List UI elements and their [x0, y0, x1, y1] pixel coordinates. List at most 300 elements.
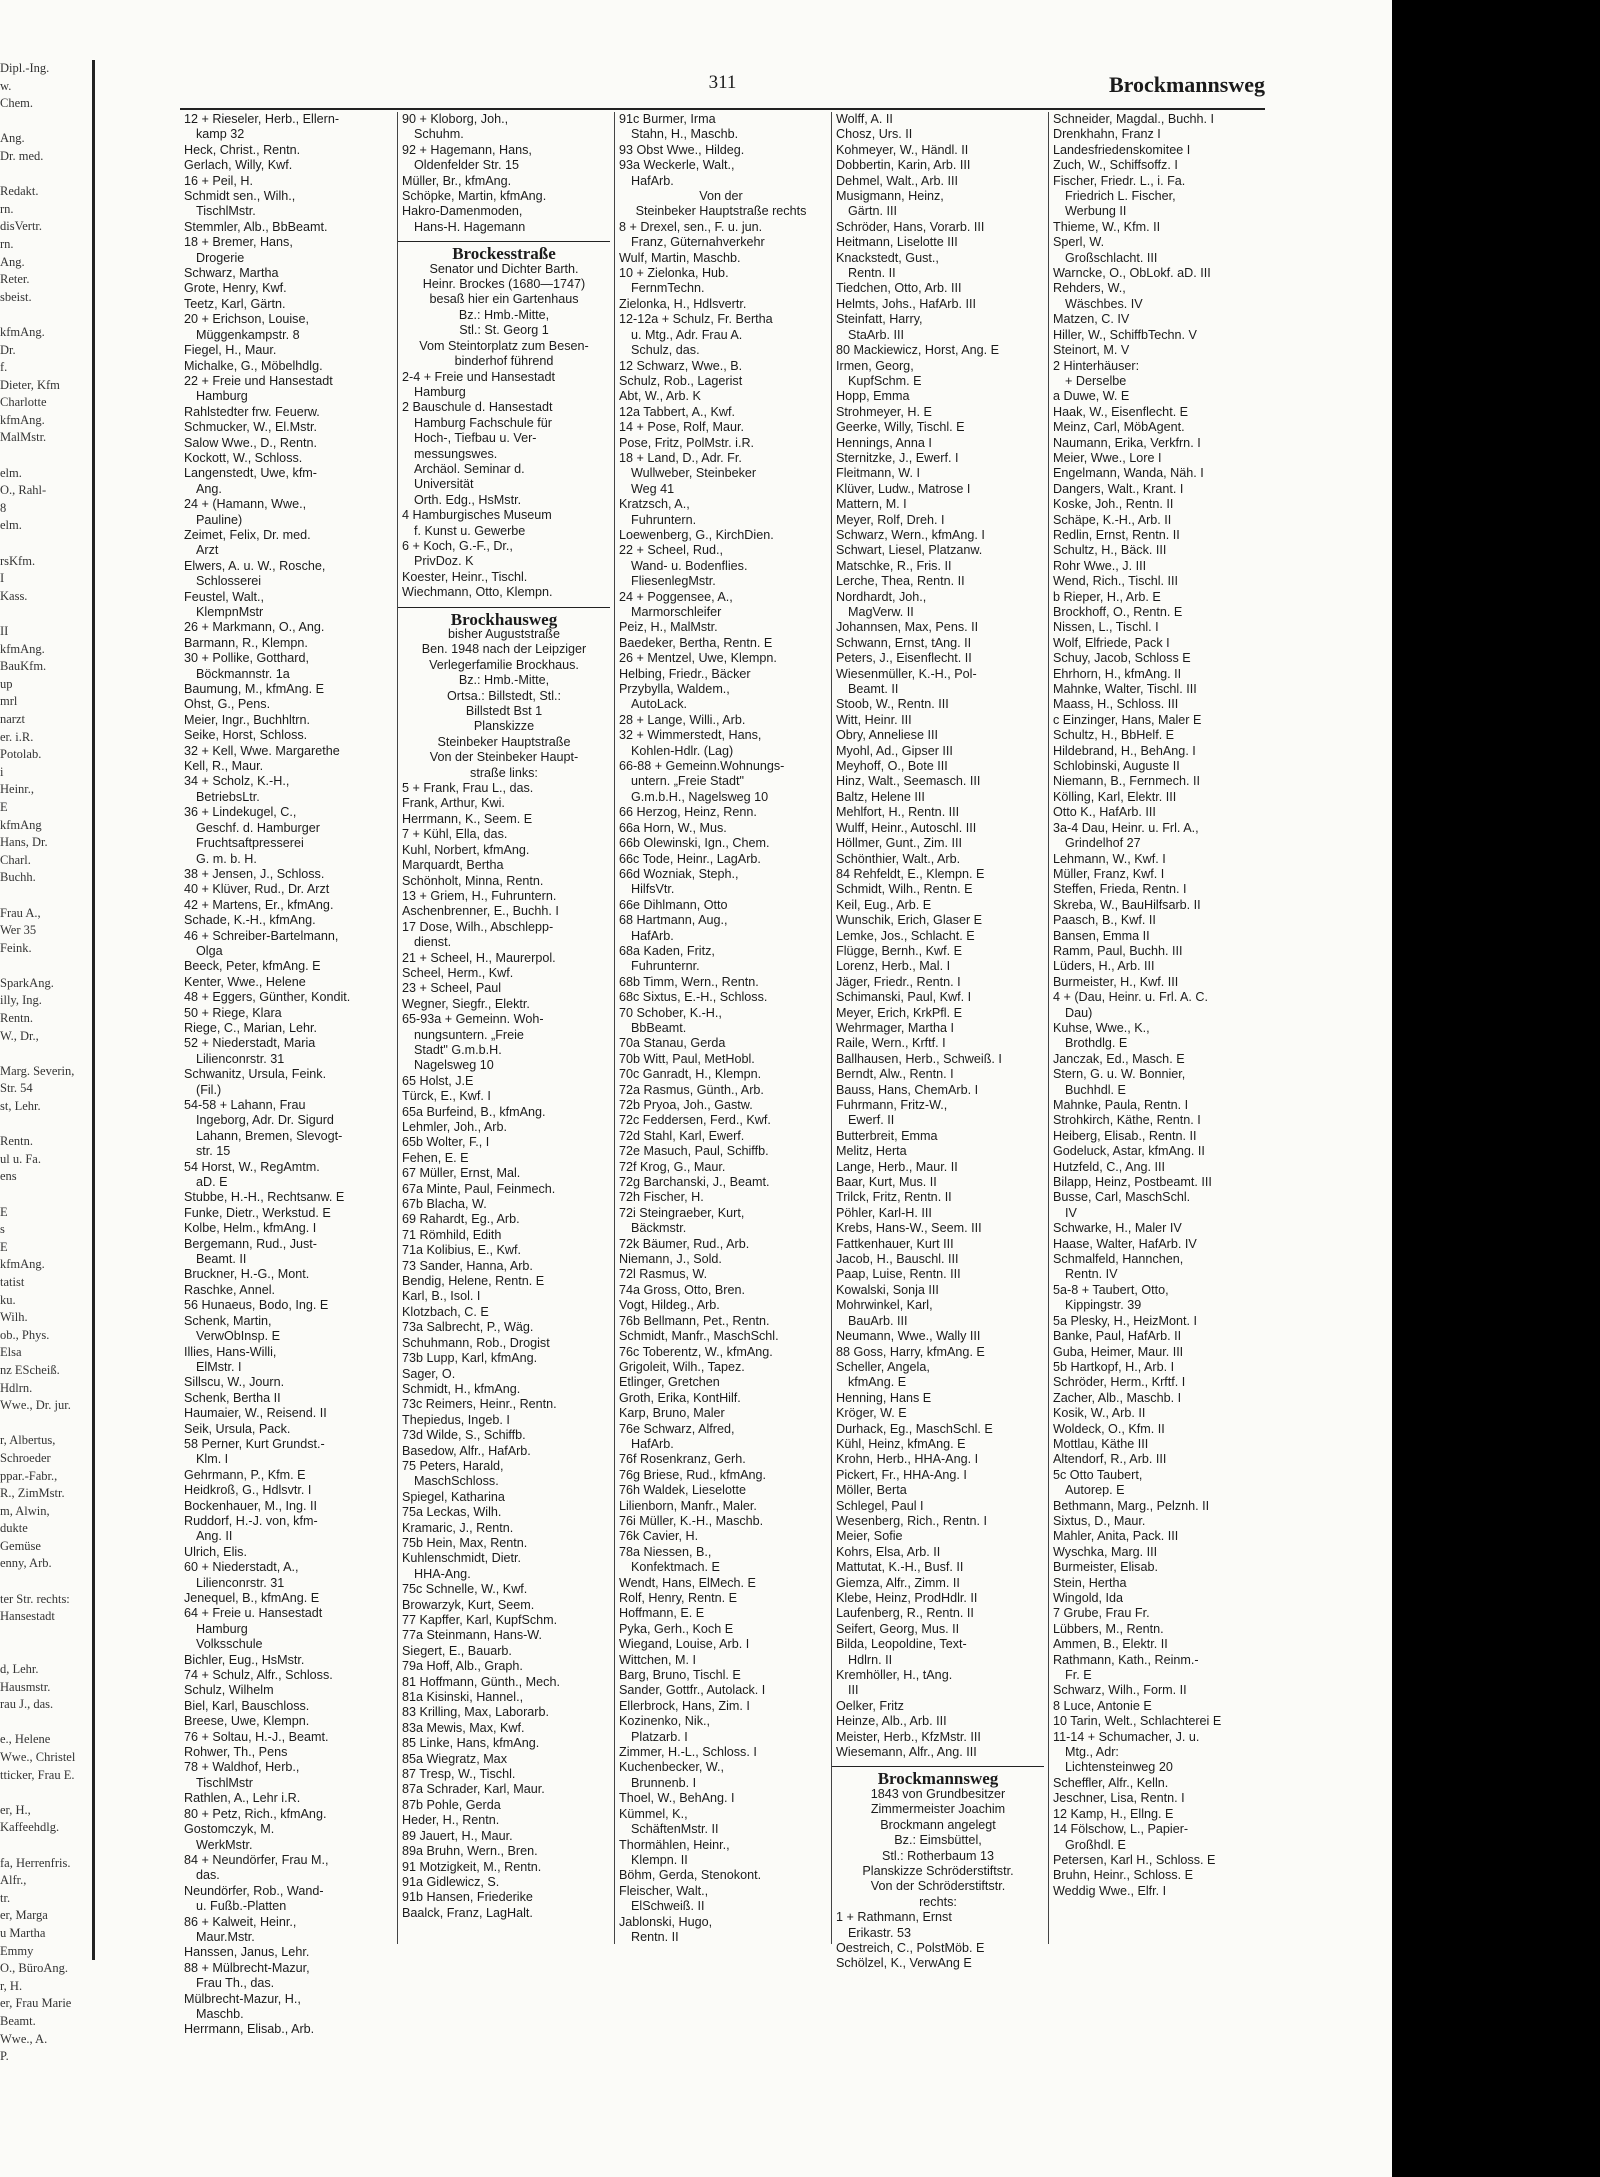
entry-continuation: Autorep. E	[1065, 1483, 1125, 1498]
directory-entry: Jenequel, B., kfmAng. E	[184, 1591, 320, 1605]
directory-entry: Kenter, Wwe., Helene	[184, 974, 306, 989]
entry-continuation: messungswes.	[414, 446, 498, 461]
directory-entry: Niemann, J., Sold.	[619, 1252, 722, 1267]
directory-entry: Busse, Carl, MaschSchl.	[1053, 1190, 1191, 1205]
entry-continuation: ElSchweiß. II	[631, 1899, 705, 1914]
directory-entry: Klüver, Ludw., Matrose I	[836, 481, 971, 496]
directory-entry: Kuchenbecker, W.,	[619, 1760, 725, 1775]
directory-entry: 76f Rosenkranz, Gerh.	[619, 1452, 746, 1467]
directory-entry: 22 + Freie und Hansestadt	[184, 373, 333, 388]
directory-entry: Möller, Berta	[836, 1483, 907, 1498]
gutter-line: Buchh.	[0, 870, 36, 885]
directory-entry: 73c Reimers, Heinr., Rentn.	[402, 1397, 557, 1412]
street-description: Bz.: Eimsbüttel,	[894, 1833, 982, 1848]
gutter-line: d, Lehr.	[0, 1662, 39, 1677]
directory-entry: Herrmann, Elisab., Arb.	[184, 2022, 315, 2037]
directory-entry: Browarzyk, Kurt, Seem.	[402, 1597, 535, 1612]
entry-continuation: Olga	[196, 943, 223, 958]
directory-entry: Ulrich, Elis.	[184, 1544, 247, 1559]
directory-entry: Lehmler, Joh., Arb.	[402, 1120, 508, 1134]
directory-entry: Kohrs, Elsa, Arb. II	[836, 1544, 941, 1559]
directory-entry: Kühl, Heinz, kfmAng. E	[836, 1436, 966, 1451]
entry-continuation: Hdlrn. II	[848, 1652, 893, 1667]
directory-entry: Rathlen, A., Lehr i.R.	[184, 1791, 301, 1806]
entry-continuation: Fr. E	[1065, 1668, 1092, 1683]
directory-entry: Haak, W., Eisenflecht. E	[1053, 404, 1189, 419]
entry-continuation: (Fil.)	[196, 1082, 222, 1097]
gutter-line: u Martha	[0, 1925, 46, 1940]
directory-entry: Peiz, H., MalMstr.	[619, 620, 718, 635]
entry-continuation: G.m.b.H., Nagelsweg 10	[631, 789, 769, 804]
directory-entry: Landesfriedenskomitee I	[1053, 142, 1191, 157]
directory-entry: Sager, O.	[402, 1366, 456, 1381]
directory-entry: 75a Leckas, Wilh.	[402, 1505, 502, 1520]
directory-entry: Rehders, W.,	[1053, 281, 1126, 296]
gutter-line: Hans, Dr.	[0, 835, 48, 850]
directory-entry: Naumann, Erika, Verkfrn. I	[1053, 435, 1201, 450]
gutter-line: Wilh.	[0, 1310, 28, 1325]
street-heading: Brockhausweg	[450, 609, 558, 629]
directory-entry: Thieme, W., Kfm. II	[1053, 219, 1161, 234]
directory-entry: Baar, Kurt, Mus. II	[836, 1175, 937, 1190]
directory-entry: Fehen, E. E	[402, 1150, 469, 1165]
directory-entry: Zeimet, Felix, Dr. med.	[184, 527, 311, 542]
gutter-line: Beamt.	[0, 2013, 36, 2028]
entry-continuation: kamp 32	[196, 127, 245, 142]
directory-entry: Kröger, W. E	[836, 1406, 907, 1421]
entry-continuation: u. Mtg., Adr. Frau A.	[631, 327, 743, 342]
gutter-line: e., Helene	[0, 1732, 51, 1747]
directory-entry: Schuhmann, Rob., Drogist	[402, 1335, 550, 1350]
street-description: Brockmann angelegt	[880, 1817, 996, 1832]
directory-entry: Strohmeyer, H. E	[836, 404, 932, 419]
gutter-line: II	[0, 624, 9, 638]
directory-entry: Haumaier, W., Reisend. II	[184, 1406, 327, 1421]
directory-entry: Meyer, Erich, KrkPfl. E	[836, 1005, 962, 1020]
entry-continuation: Brothdlg. E	[1065, 1036, 1128, 1051]
directory-entry: Wend, Rich., Tischl. III	[1053, 574, 1179, 589]
directory-entry: Burmeister, H., Kwf. III	[1053, 974, 1179, 989]
directory-entry: Burmeister, Elisab.	[1053, 1560, 1158, 1575]
directory-entry: 52 + Niederstadt, Maria	[184, 1036, 316, 1051]
entry-continuation: Nagelsweg 10	[414, 1058, 494, 1073]
directory-entry: Schwarke, H., Maler IV	[1053, 1221, 1182, 1236]
entry-continuation: Platzarb. I	[631, 1729, 688, 1744]
directory-entry: Illies, Hans-Willi,	[184, 1344, 277, 1359]
entry-continuation: untern. „Freie Stadt"	[631, 774, 744, 789]
directory-entry: Lerche, Thea, Rentn. II	[836, 574, 965, 589]
directory-entry: Przybylla, Waldem.,	[619, 682, 730, 697]
directory-entry: Wiesenmüller, K.-H., Pol-	[836, 666, 977, 681]
directory-entry: 54-58 + Lahann, Frau	[184, 1098, 306, 1112]
directory-entry: Baalck, Franz, LagHalt.	[402, 1905, 533, 1920]
gutter-line	[0, 1837, 92, 1855]
directory-entry: 67b Blacha, W.	[402, 1197, 487, 1212]
entry-continuation: VerwObInsp. E	[196, 1329, 280, 1344]
directory-entry: 73d Wilde, S., Schiffb.	[402, 1428, 526, 1443]
directory-entry: Keil, Eug., Arb. E	[836, 897, 932, 912]
directory-entry: Jablonski, Hugo,	[619, 1914, 713, 1929]
directory-entry: Banke, Paul, HafArb. II	[1053, 1329, 1182, 1344]
entry-continuation: Rentn. II	[848, 266, 896, 281]
entry-continuation: KupfSchm. E	[848, 373, 922, 388]
directory-entry: Wolff, A. II	[836, 112, 893, 126]
directory-entry: Hanssen, Janus, Lehr.	[184, 1945, 310, 1960]
directory-entry: Steinort, M. V	[1053, 343, 1130, 358]
gutter-line: w.	[0, 78, 12, 93]
gutter-line: kfmAng	[0, 817, 42, 832]
directory-entry: 7 Grube, Frau Fr.	[1053, 1606, 1150, 1621]
directory-entry: 85 Linke, Hans, kfmAng.	[402, 1736, 540, 1751]
gutter-line: Alfr.,	[0, 1873, 27, 1888]
directory-entry: Lilienborn, Manfr., Maler.	[619, 1498, 757, 1513]
directory-entry: Schölzel, K., VerwAng E	[836, 1956, 972, 1971]
entry-continuation: Fuhrunternr.	[631, 959, 700, 974]
gutter-line: Wwe., Christel	[0, 1750, 76, 1764]
directory-entry: Guba, Heimer, Maur. III	[1053, 1344, 1184, 1359]
entry-continuation: Konfektmach. E	[631, 1560, 720, 1575]
directory-entry: 66b Olewinski, Ign., Chem.	[619, 836, 770, 851]
directory-entry: 73b Lupp, Karl, kfmAng.	[402, 1351, 538, 1366]
directory-entry: Schöpke, Martin, kfmAng.	[402, 189, 547, 204]
directory-entry: Bendig, Helene, Rentn. E	[402, 1274, 545, 1289]
directory-entry: Stoob, W., Rentn. III	[836, 697, 949, 712]
directory-entry: Schmidt, Wilh., Rentn. E	[836, 882, 973, 897]
directory-entry: Kümmel, K.,	[619, 1806, 688, 1821]
directory-entry: 88 Goss, Harry, kfmAng. E	[836, 1344, 985, 1359]
directory-entry: Barg, Bruno, Tischl. E	[619, 1668, 741, 1683]
entry-continuation: TischlMstr.	[196, 204, 256, 219]
entry-continuation: Marmorschleifer	[631, 605, 722, 619]
page-number: 311	[708, 72, 737, 93]
directory-entry: Fleitmann, W. I	[836, 466, 920, 481]
entry-continuation: Maur.Mstr.	[196, 1929, 255, 1944]
directory-entry: Engelmann, Wanda, Näh. I	[1053, 466, 1204, 481]
directory-entry: 72d Stahl, Karl, Ewerf.	[619, 1128, 745, 1143]
directory-entry: Lemke, Jos., Schlacht. E	[836, 928, 975, 943]
directory-entry: Meier, Ingr., Buchhltrn.	[184, 712, 310, 727]
directory-entry: Skreba, W., BauHilfsarb. II	[1053, 897, 1201, 912]
gutter-line: W., Dr.,	[0, 1028, 39, 1043]
directory-entry: 93 Obst Wwe., Hildeg.	[619, 142, 745, 157]
entry-continuation: Klm. I	[196, 1452, 229, 1467]
street-description: Von der	[699, 189, 743, 204]
directory-entry: 72i Steingraeber, Kurt,	[619, 1205, 745, 1220]
directory-entry: 72k Bäumer, Rud., Arb.	[619, 1236, 750, 1251]
gutter-line: up	[0, 676, 13, 691]
gutter-line: E	[0, 1204, 8, 1219]
directory-entry: 22 + Scheel, Rud.,	[619, 543, 723, 558]
directory-entry: Bruhn, Heinr., Schloss. E	[1053, 1868, 1193, 1883]
gutter-line: Rentn.	[0, 1134, 33, 1149]
directory-entry: Kosik, W., Arb. II	[1053, 1406, 1146, 1421]
directory-entry: 77a Steinmann, Hans-W.	[402, 1628, 543, 1643]
entry-continuation: HHA-Ang.	[414, 1566, 471, 1581]
directory-entry: 70 Schober, K.-H.,	[619, 1005, 722, 1020]
street-description: straße links:	[470, 765, 538, 780]
gutter-line: MalMstr.	[0, 430, 47, 445]
directory-entry: Fattkenhauer, Kurt III	[836, 1236, 954, 1251]
directory-entry: 76k Cavier, H.	[619, 1529, 699, 1544]
gutter-line: Dipl.-Ing.	[0, 61, 50, 75]
directory-entry: Zacher, Alb., Maschb. I	[1053, 1390, 1182, 1405]
directory-entry: 68a Kaden, Fritz,	[619, 943, 715, 958]
directory-entry: Grigoleit, Wilh., Tapez.	[619, 1359, 745, 1374]
directory-entry: 69 Rahardt, Eg., Arb.	[402, 1212, 520, 1227]
directory-entry: Musigmann, Heinz,	[836, 189, 944, 204]
directory-entry: Pyka, Gerh., Koch E	[619, 1621, 734, 1636]
directory-entry: Baltz, Helene III	[836, 789, 925, 804]
gutter-line: kfmAng.	[0, 1257, 45, 1272]
directory-entry: Kozinenko, Nik.,	[619, 1714, 710, 1729]
entry-continuation: Lilienconrstr. 31	[196, 1575, 285, 1590]
directory-entry: Schwanitz, Ursula, Feink.	[184, 1067, 327, 1082]
directory-entry: Durhack, Eg., MaschSchl. E	[836, 1421, 993, 1436]
gutter-line: O., BüroAng.	[0, 1961, 69, 1976]
directory-entry: Paap, Luise, Rentn. III	[836, 1267, 961, 1282]
entry-continuation: PrivDoz. K	[414, 554, 474, 569]
directory-entry: 70c Ganradt, H., Klempn.	[619, 1067, 762, 1082]
directory-entry: 54 Horst, W., RegAmtm.	[184, 1159, 320, 1174]
gutter-line: Kaffeehdlg.	[0, 1820, 60, 1835]
directory-entry: Müller, Br., kfmAng.	[402, 173, 512, 188]
directory-entry: Stubbe, H.-H., Rechtsanw. E	[184, 1190, 345, 1205]
entry-continuation: ElMstr. I	[196, 1359, 242, 1374]
directory-entry: 10 Tarin, Welt., Schlachterei E	[1053, 1714, 1222, 1729]
street-description: Von der Schröderstiftstr.	[870, 1879, 1006, 1894]
directory-entry: 2 Bauschule d. Hansestadt	[402, 400, 553, 415]
directory-entry: 71a Kolibius, E., Kwf.	[402, 1243, 522, 1258]
directory-entry: Ohst, G., Pens.	[184, 697, 271, 712]
gutter-line: nz EScheiß.	[0, 1362, 60, 1377]
gutter-line: Ang.	[0, 254, 25, 269]
entry-continuation: Dau)	[1065, 1005, 1093, 1020]
directory-entry: Paasch, B., Kwf. II	[1053, 913, 1156, 928]
directory-entry: 76 + Soltau, H.-J., Beamt.	[184, 1729, 329, 1744]
entry-continuation: dienst.	[414, 935, 452, 950]
directory-entry: Jacob, H., Bauschl. III	[836, 1252, 959, 1267]
gutter-line: Frau A.,	[0, 905, 41, 920]
gutter-line: Emmy	[0, 1943, 34, 1958]
street-heading: Brockmannsweg	[877, 1769, 999, 1789]
entry-continuation: Franz, Güternahverkehr	[631, 235, 765, 250]
directory-entry: Meier, Wwe., Lore I	[1053, 450, 1162, 465]
entry-continuation: Ingeborg, Adr. Dr. Sigurd	[196, 1113, 334, 1128]
directory-entry: Sixtus, D., Maur.	[1053, 1513, 1146, 1528]
gutter-line	[0, 306, 92, 324]
directory-entry: 5a-8 + Taubert, Otto,	[1053, 1282, 1169, 1297]
directory-entry: Ruddorf, H.-J. von, kfm-	[184, 1513, 318, 1528]
directory-entry: Thormählen, Heinr.,	[619, 1837, 730, 1852]
directory-entry: 68c Sixtus, E.-H., Schloss.	[619, 990, 768, 1005]
directory-entry: Fiegel, H., Maur.	[184, 343, 277, 358]
directory-entry: 5b Hartkopf, H., Arb. I	[1053, 1359, 1175, 1374]
directory-entry: Schmucker, W., El.Mstr.	[184, 420, 317, 435]
street-description: 1843 von Grundbesitzer	[870, 1786, 1006, 1801]
gutter-line: Heinr.,	[0, 782, 35, 797]
directory-entry: Hiller, W., SchiffbTechn. V	[1053, 327, 1197, 342]
gutter-line	[0, 1045, 92, 1063]
directory-entry: 72e Masuch, Paul, Schiffb.	[619, 1144, 769, 1159]
directory-entry: Krohn, Herb., HHA-Ang. I	[836, 1452, 979, 1467]
directory-entry: 73 Sander, Hanna, Arb.	[402, 1258, 533, 1273]
directory-entry: 87 Tresp, W., Tischl.	[402, 1767, 516, 1782]
directory-entry: 6 + Koch, G.-F., Dr.,	[402, 538, 513, 553]
directory-entry: 58 Perner, Kurt Grundst.-	[184, 1436, 325, 1451]
entry-continuation: KlempnMstr	[196, 605, 264, 619]
entry-continuation: Hamburg	[414, 384, 466, 399]
entry-continuation: HilfsVtr.	[631, 882, 675, 897]
directory-entry: Wittchen, M. I	[619, 1652, 696, 1667]
column-5	[1048, 112, 1261, 1944]
gutter-line	[0, 1573, 92, 1591]
gutter-line: ppar.-Fabr.,	[0, 1468, 58, 1483]
street-description: bisher Auguststraße	[447, 627, 560, 641]
directory-entry: Fuhrmann, Fritz-W.,	[836, 1098, 948, 1112]
directory-entry: Salow Wwe., D., Rentn.	[184, 435, 317, 450]
entry-continuation: Lahann, Bremen, Slevogt-	[196, 1128, 343, 1143]
gutter-line: Charl.	[0, 852, 31, 867]
entry-continuation: Ang.	[196, 481, 222, 496]
gutter-line: Gemüse	[0, 1538, 41, 1553]
directory-entry: Langenstedt, Uwe, kfm-	[184, 466, 317, 481]
directory-entry: Wolf, Elfriede, Pack I	[1053, 635, 1170, 650]
directory-entry: Elwers, A. u. W., Rosche,	[184, 558, 326, 573]
gutter-line: Ang.	[0, 131, 25, 146]
entry-continuation: Hamburg Fachschule für	[414, 415, 552, 430]
directory-entry: 72c Feddersen, Ferd., Kwf.	[619, 1113, 771, 1128]
directory-entry: Kuhlenschmidt, Dietr.	[402, 1551, 521, 1566]
directory-entry: Kratzsch, A.,	[619, 497, 690, 512]
directory-entry: 2-4 + Freie und Hansestadt	[402, 369, 555, 384]
directory-entry: Meyer, Rolf, Dreh. I	[836, 512, 945, 527]
entry-continuation: Kohlen-Hdlr. (Lag)	[631, 743, 734, 758]
street-description: Zimmermeister Joachim	[870, 1802, 1006, 1817]
directory-entry: 72g Barchanski, J., Beamt.	[619, 1175, 770, 1190]
entry-continuation: Hamburg	[196, 1621, 248, 1636]
gutter-line: er, H.,	[0, 1802, 31, 1817]
directory-entry: 3a-4 Dau, Heinr. u. Frl. A.,	[1053, 820, 1199, 835]
entry-continuation: FernmTechn.	[631, 281, 705, 296]
directory-entry: Schulz, Wilhelm	[184, 1683, 274, 1698]
directory-entry: Kölling, Karl, Elektr. III	[1053, 789, 1177, 804]
directory-entry: Kohmeyer, W., Händl. II	[836, 142, 969, 157]
directory-entry: Gostomczyk, M.	[184, 1822, 275, 1837]
directory-entry: Lüders, H., Arb. III	[1053, 959, 1155, 974]
directory-entry: Schönthier, Walt., Arb.	[836, 851, 961, 866]
gutter-line: rsKfm.	[0, 553, 36, 568]
directory-entry: Breese, Uwe, Klempn.	[184, 1714, 310, 1729]
directory-entry: 75b Hein, Max, Rentn.	[402, 1535, 528, 1550]
street-description: Bz.: Hmb.-Mitte,	[458, 673, 550, 688]
directory-entry: 66e Dihlmann, Otto	[619, 897, 728, 912]
gutter-line: Kass.	[0, 588, 28, 603]
street-description: Stl.: Rotherbaum 13	[881, 1848, 994, 1863]
directory-entry: Frank, Arthur, Kwi.	[402, 796, 505, 811]
entry-continuation: BetriebsLtr.	[196, 789, 260, 804]
directory-entry: Maass, H., Schloss. III	[1053, 697, 1179, 712]
gutter-line: er, Marga	[0, 1908, 48, 1923]
directory-entry: Bilapp, Heinz, Postbeamt. III	[1053, 1175, 1212, 1190]
directory-entry: Knackstedt, Gust.,	[836, 250, 939, 265]
street-description: Heinr. Brockes (1680—1747)	[422, 277, 586, 292]
street-description: Ben. 1948 nach der Leipziger	[421, 642, 587, 657]
directory-entry: Bichler, Eug., HsMstr.	[184, 1652, 305, 1667]
directory-entry: 76e Schwarz, Alfred,	[619, 1421, 735, 1436]
street-description: besaß hier ein Gartenhaus	[429, 292, 579, 307]
directory-entry: Marquardt, Bertha	[402, 858, 504, 873]
directory-entry: Krebs, Hans-W., Seem. III	[836, 1221, 982, 1236]
directory-entry: 16 + Peil, H.	[184, 173, 253, 188]
entry-continuation: III	[848, 1683, 859, 1698]
directory-entry: Raile, Wern., Krftf. I	[836, 1036, 946, 1051]
directory-entry: Rahlstedter frw. Feuerw.	[184, 404, 320, 419]
gutter-line: ter Str. rechts:	[0, 1591, 70, 1606]
gutter-line: I	[0, 571, 5, 586]
entry-continuation: BbBeamt.	[631, 1020, 687, 1035]
directory-entry: Teetz, Karl, Gärtn.	[184, 296, 286, 311]
entry-continuation: Beamt. II	[848, 682, 899, 697]
directory-entry: Stern, G. u. W. Bonnier,	[1053, 1067, 1186, 1082]
gutter-line	[0, 166, 92, 184]
gutter-line: Dieter, Kfm	[0, 377, 60, 392]
directory-entry: 20 + Erichson, Louise,	[184, 312, 309, 327]
directory-entry: Hildebrand, H., BehAng. I	[1053, 743, 1196, 758]
directory-entry: Bethmann, Marg., Pelznh. II	[1053, 1498, 1210, 1513]
section-divider	[398, 607, 610, 608]
gutter-line: er, Frau Marie	[0, 1996, 72, 2011]
gutter-line	[0, 1626, 92, 1644]
entry-continuation: Universität	[414, 477, 474, 492]
gutter-line: sbeist.	[0, 289, 32, 304]
directory-entry: Schenk, Bertha II	[184, 1390, 281, 1405]
directory-entry: Neumann, Wwe., Wally III	[836, 1329, 981, 1344]
directory-entry: Meier, Sofie	[836, 1529, 903, 1544]
directory-entry: Scheller, Angela,	[836, 1359, 930, 1374]
section-divider	[832, 1766, 1044, 1767]
entry-continuation: Rentn. IV	[1065, 1267, 1118, 1282]
directory-entry: Lehmann, W., Kwf. I	[1053, 851, 1166, 866]
directory-entry: Basedow, Alfr., HafArb.	[402, 1443, 531, 1458]
entry-continuation: BauArb. III	[848, 1313, 908, 1328]
directory-entry: 66c Tode, Heinr., LagArb.	[619, 851, 761, 866]
directory-entry: Schultz, H., BbHelf. E	[1053, 728, 1175, 743]
directory-entry: Melitz, Herta	[836, 1144, 907, 1159]
street-description: Vom Steintorplatz zum Besen-	[419, 338, 589, 353]
directory-entry: Matzen, C. IV	[1053, 312, 1130, 327]
directory-entry: Barmann, R., Klempn.	[184, 635, 308, 650]
directory-entry: Etlinger, Gretchen	[619, 1375, 720, 1390]
directory-entry: 91c Burmer, Irma	[619, 112, 716, 126]
directory-entry: Aschenbrenner, E., Buchh. I	[402, 904, 559, 919]
gutter-line: P.	[0, 2049, 9, 2064]
entry-continuation: FliesenlegMstr.	[631, 574, 716, 589]
directory-entry: Stemmler, Alb., BbBeamt.	[184, 219, 328, 234]
entry-continuation: Großschlacht. III	[1065, 250, 1158, 265]
directory-entry: Dehmel, Walt., Arb. III	[836, 173, 959, 188]
gutter-line: er. i.R.	[0, 729, 34, 744]
entry-continuation: Pauline)	[196, 512, 243, 527]
entry-continuation: MaschSchloss.	[414, 1474, 499, 1489]
directory-entry: Jeschner, Lisa, Rentn. I	[1053, 1791, 1185, 1806]
directory-entry: Hutzfeld, C., Ang. III	[1053, 1159, 1165, 1174]
directory-entry: Johannsen, Max, Pens. II	[836, 620, 979, 635]
entry-continuation: Lichtensteinweg 20	[1065, 1760, 1173, 1775]
directory-entry: 32 + Wimmerstedt, Hans,	[619, 728, 762, 743]
directory-entry: Wulf, Martin, Maschb.	[619, 250, 741, 265]
directory-entry: Rathmann, Kath., Reinm.-	[1053, 1652, 1199, 1667]
directory-entry: 72a Rasmus, Günth., Arb.	[619, 1082, 764, 1097]
